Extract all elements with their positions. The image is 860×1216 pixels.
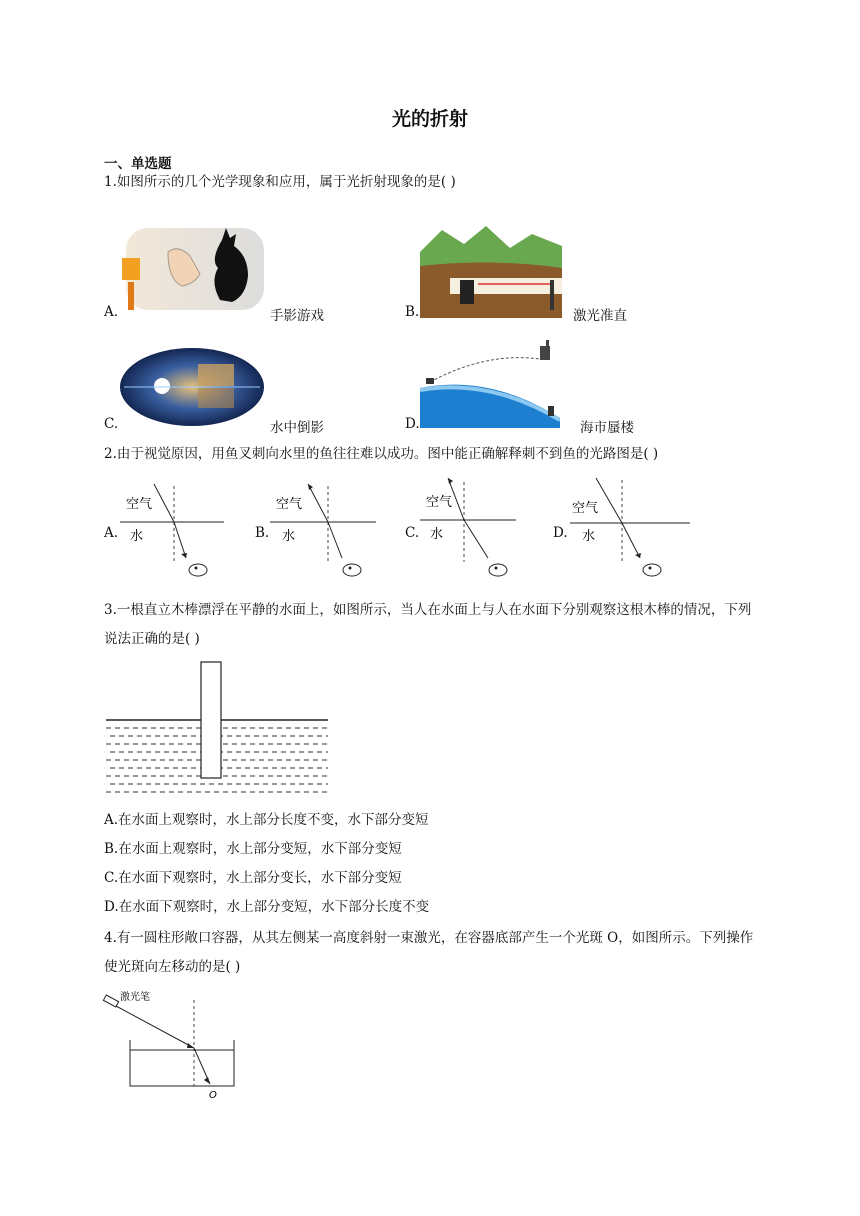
q2-option-a-letter: A. [104,525,119,541]
laser-pen-label: 激光笔 [120,992,150,1003]
q2-diagram-d [568,474,692,590]
water-label: 水 [130,529,144,544]
q2-diagram-b [268,478,380,590]
air-label: 空气 [276,497,303,512]
mirage-image [420,338,560,432]
q2-option-b-letter: B. [255,525,270,541]
laser-tunnel-image [420,222,562,322]
question-2-stem: 2.由于视觉原因，用鱼叉刺向水里的鱼往往难以成功。图中能正确解释刺不到鱼的光路图是( ) [104,446,659,462]
q3-option-a: A.在水面上观察时，水上部分长度不变，水下部分变短 [104,812,429,828]
q1-option-d-letter: D. [405,416,420,432]
q2-option-c-letter: C. [405,525,420,541]
question-1-stem: 1.如图所示的几个光学现象和应用，属于光折射现象的是( ) [104,174,456,190]
q2-diagram-c [418,472,528,590]
q3-option-b: B.在水面上观察时，水上部分变短，水下部分变短 [104,841,402,857]
water-label: 水 [582,529,596,544]
laser-container-diagram [100,988,240,1106]
water-label: 水 [282,529,296,544]
shadow-puppet-image [118,222,266,318]
page-title: 光的折射 [391,108,468,130]
spot-o-label: O [209,1090,217,1101]
air-label: 空气 [572,501,599,516]
air-label: 空气 [126,497,153,512]
q1-option-a-letter: A. [104,304,119,320]
q3-option-d: D.在水面下观察时，水上部分变短，水下部分长度不变 [104,899,430,915]
question-3-stem: 3.一根直立木棒漂浮在平静的水面上，如图所示，当人在水面上与人在水面下分别观察这根木棒的情况，下列说法正确的是( ) [104,602,752,647]
q2-option-d-letter: D. [553,525,568,541]
water-label: 水 [430,527,444,542]
q3-option-c: C.在水面下观察时，水上部分变长，水下部分变短 [104,870,402,886]
q1-option-b-letter: B. [405,304,420,320]
water-reflection-image [118,346,266,432]
q1-option-a-caption: 手影游戏 [270,308,324,324]
q2-diagram-a [118,478,228,590]
q1-option-d-caption: 海市蜃楼 [580,420,634,436]
q1-option-c-caption: 水中倒影 [270,420,324,436]
q1-option-b-caption: 激光准直 [573,308,627,324]
section-heading: 一、单选题 [104,156,172,172]
question-4-stem: 4.有一圆柱形敞口容器，从其左侧某一高度斜射一束激光，在容器底部产生一个光斑 O，如图所示。下列操作使光斑向左移动的是( ) [104,930,754,975]
q1-option-c-letter: C. [104,416,119,432]
air-label: 空气 [426,495,453,510]
floating-stick-diagram [104,660,330,804]
